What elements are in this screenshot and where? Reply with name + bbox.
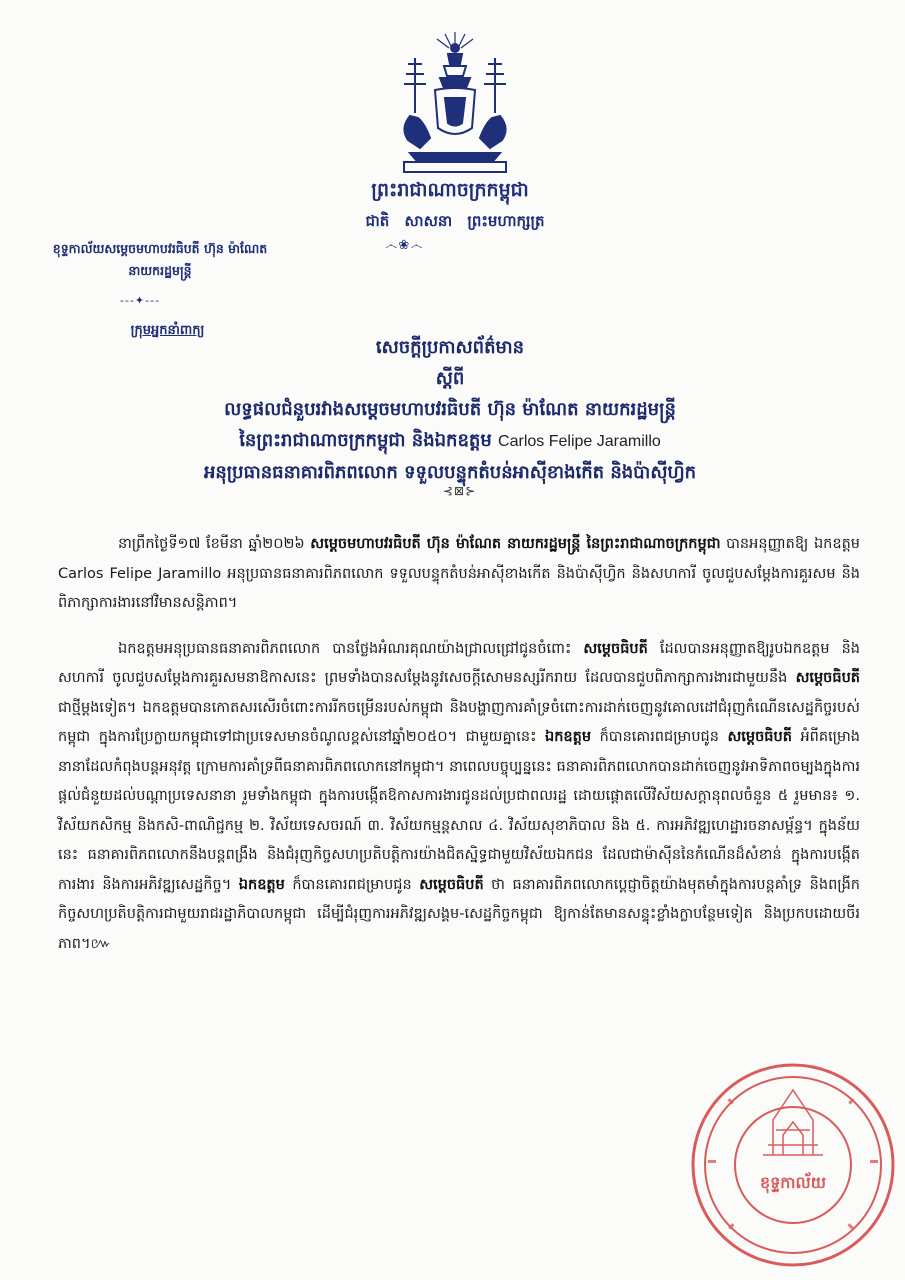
kingdom-title: ព្រះរាជាណាចក្រកម្ពុជា (371, 179, 529, 201)
title-line-2: ស្តីពី (435, 368, 465, 389)
title-line-5: អនុប្រធានធនាគារពិភពលោក ទទួលបន្ទុកតំបន់អាស៊ីខាងកើត និងប៉ាស៊ីហ្វិក (203, 462, 697, 483)
p2-text-k: ក៏បានគោរពជម្រាបជូន (284, 876, 420, 893)
p2-text-g: ក៏បានគោរពជម្រាបជូន (591, 729, 728, 745)
title-line-4-khmer: នៃព្រះរាជាណាចក្រកម្ពុជា និងឯកឧត្តម (239, 430, 492, 451)
spokesperson-unit: ក្រុមអ្នកនាំពាក្យ (130, 323, 205, 338)
motto-ornament-icon: ෴❀෴ (385, 238, 424, 253)
p1-text-c: បានអនុញ្ញាតឱ្យ ឯកឧត្តម Carlos Felipe Jaramillo អនុប្រធានធនាគារពិភពលោក ទទួលបន្ទុកតំបន់អាស៊ីខាងកើត និងប៉ាស៊ីហ្វិក និងសហការី ចូលជួបសម្តែងការគួរសម និងពិភាក្សាការងារនៅវិមានសន្តិភាព។ (58, 536, 860, 611)
p2-bold-h: សម្តេចធិបតី (727, 729, 792, 745)
p2-bold-d: សម្តេចធិបតី (795, 670, 860, 686)
national-motto: ជាតិ សាសនា ព្រះមហាក្សត្រ (365, 212, 545, 230)
paragraph-1 (58, 530, 860, 619)
p2-text-i: អំពីគម្រោងនានាដែលកំពុងបន្តអនុវត្ត ក្រោមការគាំទ្រពីធនាគារពិភពលោកនៅកម្ពុជា។ នាពេលបច្ចុប្បន្ននេះ ធនាគារពិភពលោកបានដាក់ចេញនូវអាទិភាពចម្បងក្នុងការផ្តល់ជំនួយដល់បណ្តាប្រទេសនានា រួមទាំងកម្ពុជា ក្នុងការបង្កើតឱកាសការងារជូនដល់ប្រជាពលរដ្ឋ ដោយផ្តោតលើវិស័យសក្តានុពលចំនួន ៥ រួមមាន៖ ១. វិស័យកសិកម្ម និងកសិ-ពាណិជ្ជកម្ម ២. វិស័យទេសចរណ៍ ៣. វិស័យកម្មន្តសាល ៤. វិស័យសុខាភិបាល និង ៥. ការអភិវឌ្ឍហេដ្ឋារចនាសម្ព័ន្ធ។ ក្នុងន័យនេះ ធនាគារពិភពលោកនឹងបន្តពង្រឹង និងជំរុញកិច្ចសហប្រតិបត្តិការយ៉ាងជិតស្និទ្ធជាមួយវិស័យឯកជន ដែលជាម៉ាស៊ីននៃកំណើនដ៏សំខាន់ ក្នុងការបង្កើតការងារ និងការអភិវឌ្ឍសេដ្ឋកិច្ច។ (58, 729, 860, 893)
title-ornament-icon: ⊰⊠⊱ (443, 484, 477, 498)
p2-bold-b: សម្តេចធិបតី (583, 640, 648, 657)
p2-bold-f: ឯកឧត្តម (545, 729, 592, 745)
p2-text-m: ថា ធនាគារពិភពលោកប្តេជ្ញាចិត្តយ៉ាងមុតមាំក្នុងការបន្តគាំទ្រ និងពង្រីកកិច្ចសហប្រតិបត្តិការជាមួយរាជរដ្ឋាភិបាលកម្ពុជា ដើម្បីជំរុញការអភិវឌ្ឍសង្គម-សេដ្ឋកិច្ចកម្ពុជា ឱ្យកាន់តែមានសន្ទុះខ្លាំងក្លាបន្ថែមទៀត និងប្រកបដោយចីរភាព។៚ (58, 876, 860, 952)
seal-center-text: ខុទ្ទកាល័យ (759, 1173, 827, 1192)
office-line-1: ខុទ្ទកាល័យសម្តេចមហាបវរធិបតី ហ៊ុន ម៉ាណែត (52, 241, 268, 256)
office-ornament-icon: ---✦--- (120, 294, 161, 307)
paragraph-2 (58, 635, 860, 960)
p2-text-e: ជាថ្មីម្តងទៀត។ ឯកឧត្តមបានកោតសរសើរចំពោះការរីកចម្រើនរបស់កម្ពុជា និងបង្ហាញការគាំទ្រចំពោះការដាក់ចេញនូវគោលដៅជំរុញកំណើនសេដ្ឋកិច្ចរបស់កម្ពុជា ក្នុងការប្រែក្លាយកម្ពុជាទៅជាប្រទេសមានចំណូលខ្ពស់នៅឆ្នាំ២០៥០។ ជាមួយគ្នានេះ (58, 699, 860, 745)
official-seal-icon (688, 1060, 898, 1270)
p1-bold-b: សម្តេចមហាបវរធិបតី ហ៊ុន ម៉ាណែត នាយករដ្ឋមន្ត្រី នៃព្រះរាជាណាចក្រកម្ពុជា (310, 536, 721, 552)
p2-bold-l: សម្តេចធិបតី (419, 876, 484, 893)
press-release-body (58, 530, 860, 975)
p1-text-a: នាព្រឹកថ្ងៃទី១៧ ខែមីនា ឆ្នាំ២០២៦ (118, 536, 311, 552)
issuing-office (40, 238, 280, 282)
title-line-4 (60, 425, 840, 457)
p2-bold-j: ឯកឧត្តម (238, 876, 285, 893)
title-line-1: សេចក្តីប្រកាសព័ត៌មាន (375, 337, 525, 358)
p2-text-c: ដែលបានអនុញ្ញាតឱ្យរូបឯកឧត្តម និងសហការី ចូលជួបសម្តែងការគួរសមនាឱកាសនេះ ព្រមទាំងបានសម្តែងនូវសេចក្តីសោមនស្សរីករាយ ដែលបានជួបពិភាក្សាការងារជាមួយនឹង (58, 640, 860, 686)
document-title (60, 332, 840, 488)
title-line-3: លទ្ធផលជំនួបរវាងសម្តេចមហាបវរធិបតី ហ៊ុន ម៉ាណែត នាយករដ្ឋមន្ត្រី (224, 399, 676, 420)
royal-emblem-icon (390, 28, 520, 178)
p2-text-a: ឯកឧត្តមអនុប្រធានធនាគារពិភពលោក បានថ្លែងអំណរគុណយ៉ាងជ្រាលជ្រៅជូនចំពោះ (118, 640, 584, 657)
office-line-2: នាយករដ្ឋមន្ត្រី (128, 262, 192, 278)
title-guest-name: Carlos Felipe Jaramillo (498, 433, 661, 450)
